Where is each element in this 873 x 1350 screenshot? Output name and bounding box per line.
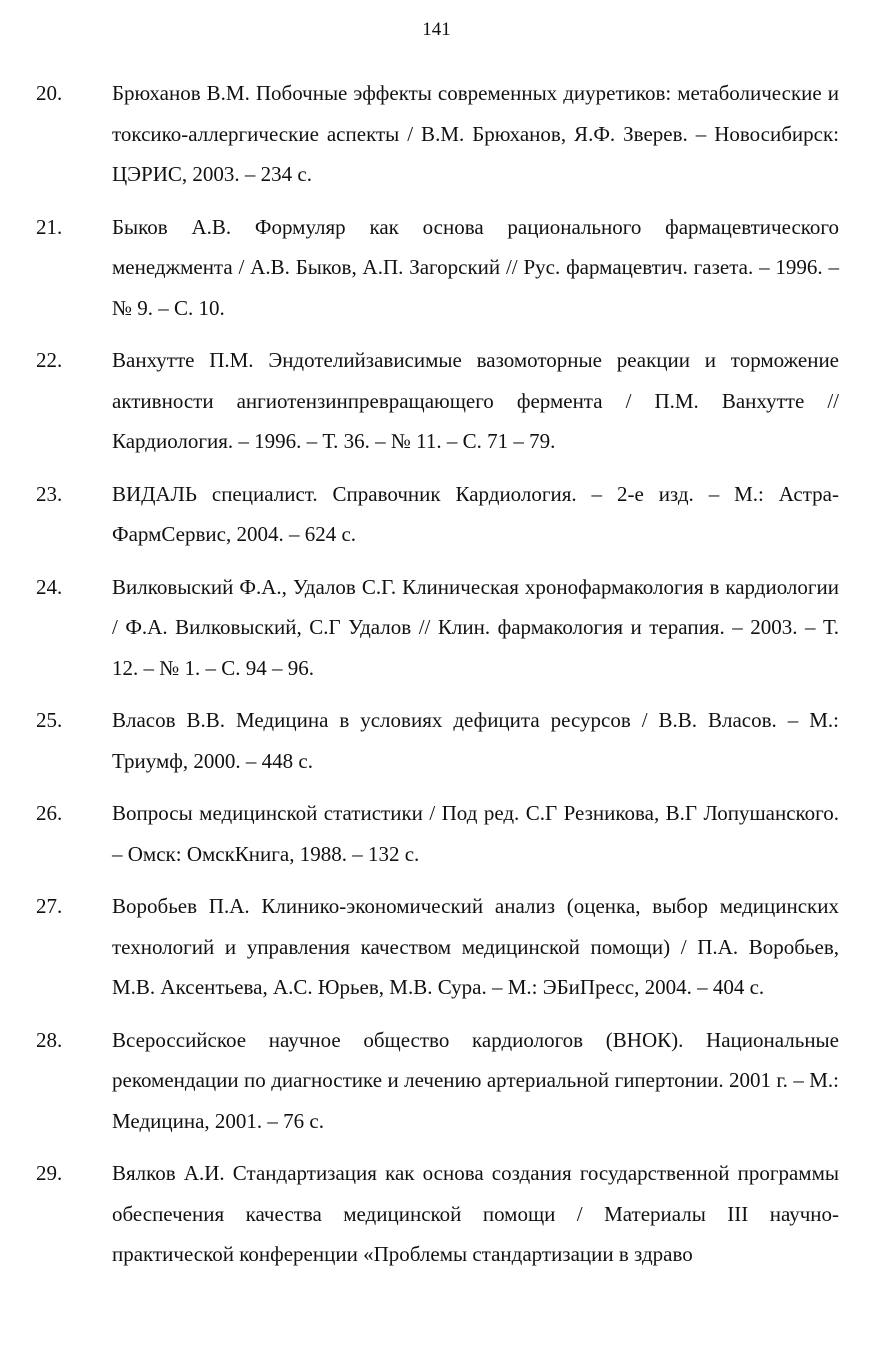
reference-text: Ванхутте П.М. Эндотелийзависимые вазомоторные реакции и торможение активности ангиотензинпревращающего фермента / П.М. Ванхутте // Кардиология. – 1996. – Т. 36. – № 11. – С. 71 – 79. [112, 348, 839, 453]
reference-item [0, 793, 873, 874]
reference-item [0, 340, 873, 462]
reference-text: ВИДАЛЬ специалист. Справочник Кардиология. – 2-е изд. – М.: АстраФармСервис, 2004. – 624 с. [112, 481, 839, 546]
reference-number: 25. [36, 708, 63, 732]
reference-text: Быков А.В. Формуляр как основа рационального фармацевтического менеджмента / А.В. Быков, А.П. Загорский // Рус. фармацевтич. газета. – 1996. – № 9. – С. 10. [112, 214, 839, 320]
reference-number: 27. [36, 894, 63, 918]
reference-text: Вялков А.И. Стандартизация как основа создания государственной программы обеспечения качества медицинской помощи / Материалы III научно-практической конференции «Проблемы стандартизации в здраво [112, 1161, 839, 1266]
reference-item [0, 474, 873, 555]
reference-item [0, 73, 873, 195]
reference-item [0, 886, 873, 1008]
reference-number: 24. [36, 574, 63, 599]
reference-item [0, 207, 873, 329]
reference-number: 28. [36, 1027, 63, 1052]
reference-text: Брюханов В.М. Побочные эффекты современных диуретиков: метаболические и токсико-аллергические аспекты / В.М. Брюханов, Я.Ф. Зверев. – Новосибирск: ЦЭРИС, 2003. – 234 с. [112, 81, 839, 186]
reference-text: Всероссийское научное общество кардиологов (ВНОК). Национальные рекомендации по диагностике и лечению артериальной гипертонии. 2001 г. – М.: Медицина, 2001. – 76 с. [112, 1027, 839, 1133]
reference-text: Воробьев П.А. Клинико-экономический анализ (оценка, выбор медицинских технологий и управления качеством медицинской помощи) / П.А. Воробьев, М.В. Аксентьева, А.С. Юрьев, М.В. Сура. – М.: ЭБиПресс, 2004. – 404 с. [112, 894, 839, 999]
reference-number: 21. [36, 214, 63, 239]
reference-item [0, 700, 873, 781]
reference-number: 22. [36, 348, 63, 372]
reference-item [0, 567, 873, 689]
reference-number: 26. [36, 801, 63, 825]
reference-text: Власов В.В. Медицина в условиях дефицита ресурсов / В.В. Власов. – М.: Триумф, 2000. – 448 с. [112, 708, 839, 773]
reference-list [0, 73, 873, 1287]
reference-text: Вилковыский Ф.А., Удалов С.Г. Клиническая хронофармакология в кардиологии / Ф.А. Вилковыский, С.Г Удалов // Клин. фармакология и терапия. – 2003. – Т. 12. – № 1. – С. 94 – 96. [112, 574, 839, 680]
reference-item [0, 1020, 873, 1142]
reference-number: 20. [36, 81, 63, 105]
reference-item [0, 1153, 873, 1275]
reference-text: Вопросы медицинской статистики / Под ред. С.Г Резникова, В.Г Лопушанского. – Омск: ОмскКнига, 1988. – 132 с. [112, 801, 839, 866]
reference-number: 29. [36, 1161, 63, 1185]
reference-number: 23. [36, 481, 63, 506]
page-number: 141 [422, 19, 451, 40]
